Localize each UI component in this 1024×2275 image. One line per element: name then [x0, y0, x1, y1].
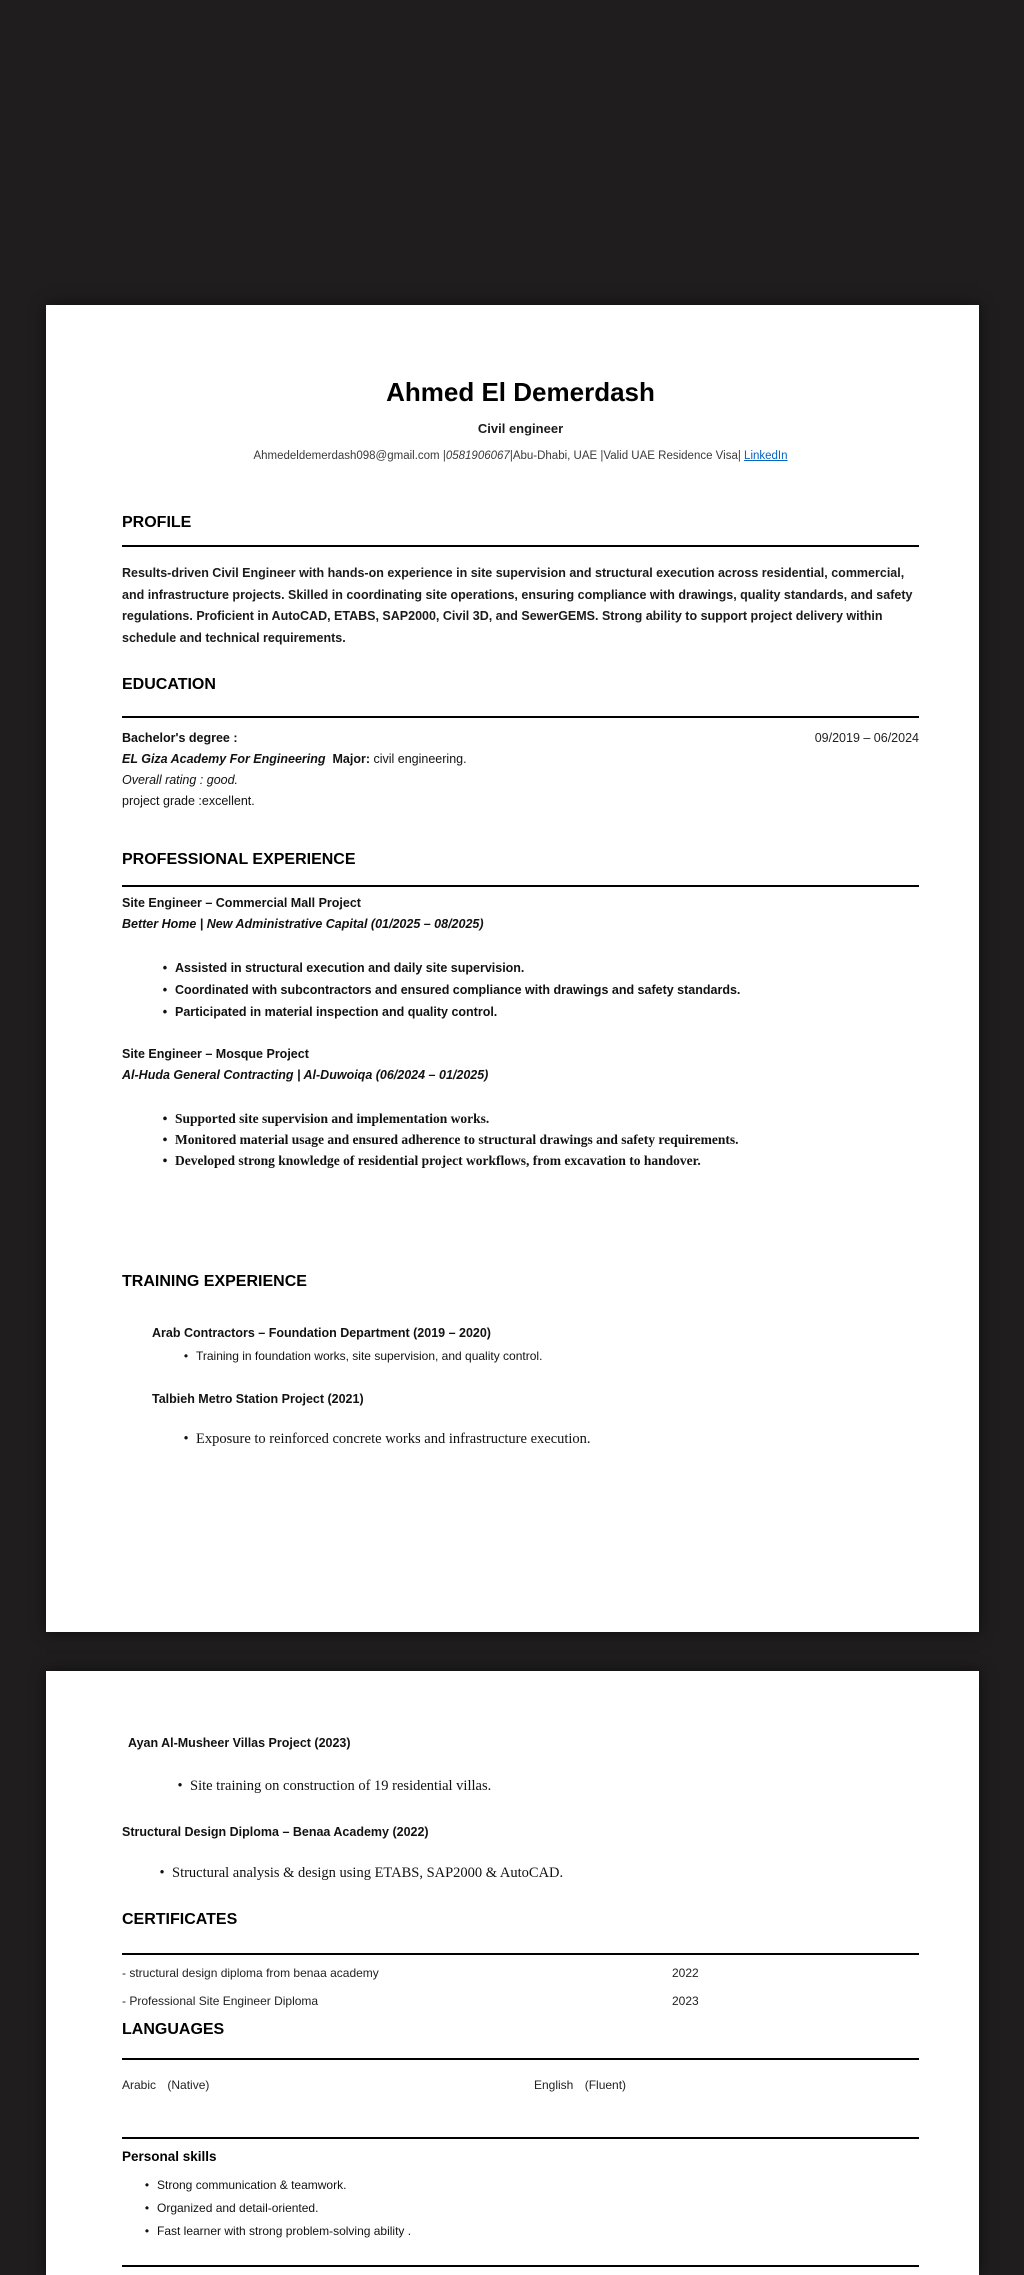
school-name: EL Giza Academy For Engineering — [122, 752, 326, 766]
bullet-icon: • — [162, 1005, 168, 1019]
list-item — [122, 979, 919, 1001]
major-value: civil engineering. — [373, 752, 467, 766]
list-item — [122, 2220, 919, 2243]
certificate-year: 2023 — [672, 1994, 699, 2008]
training-item-title: Structural Design Diploma – Benaa Academy (2022) — [122, 1825, 429, 1839]
list-item — [122, 1864, 919, 1883]
bullet-icon: • — [183, 1431, 189, 1447]
separator: | — [442, 450, 446, 462]
bullet-text: Exposure to reinforced concrete works and infrastructure execution. — [196, 1431, 591, 1447]
bullet-text: Structural analysis & design using ETABS, SAP2000 & AutoCAD. — [172, 1865, 564, 1881]
languages-row — [122, 2075, 919, 2095]
section-heading-languages: LANGUAGES — [122, 2021, 225, 2038]
section-heading-education: EDUCATION — [122, 676, 216, 693]
degree-dates: 09/2019 – 06/2024 — [814, 731, 919, 745]
training-item-bullets — [122, 1346, 919, 1367]
education-grade: project grade :excellent. — [122, 794, 255, 808]
section-heading-experience: PROFESSIONAL EXPERIENCE — [122, 851, 356, 868]
job-subtitle: Better Home | New Administrative Capital (01/2025 – 08/2025) — [122, 917, 484, 931]
separator: | — [600, 450, 604, 462]
resume-page-1 — [46, 305, 979, 1632]
training-item-bullets — [122, 1864, 919, 1883]
divider — [122, 716, 919, 718]
bullet-text: Developed strong knowledge of residential project workflows, from excavation to handover. — [175, 1153, 701, 1168]
language-name: Arabic — [122, 2078, 157, 2092]
bullet-text: Fast learner with strong problem-solving ability . — [157, 2224, 412, 2238]
section-heading-training: TRAINING EXPERIENCE — [122, 1273, 307, 1290]
list-item — [122, 1777, 919, 1796]
section-heading-personal-skills: Personal skills — [122, 2149, 217, 2164]
job-1 — [122, 893, 919, 1023]
profile-text: Results-driven Civil Engineer with hands-on experience in site supervision and structural execution across residential, commercial, and infrastructure projects. Skilled in coordinating site operations, ensuring compliance with drawings, quality standards, and safety regulations. Proficient in AutoCAD, ETABS, SAP2000, Civil 3D, and SewerGEMS. Strong ability to support project delivery within schedule and technical requirements. — [122, 566, 913, 645]
bullet-text: Assisted in structural execution and daily site supervision. — [175, 961, 525, 975]
skills-bullets — [122, 2174, 919, 2243]
bullet-icon: • — [159, 1865, 165, 1881]
bullet-text: Coordinated with subcontractors and ensured compliance with drawings and safety standards. — [175, 983, 741, 997]
contact-phone: 0581906067 — [445, 450, 510, 462]
candidate-title: Civil engineer — [477, 421, 564, 436]
job-subtitle: Al-Huda General Contracting | Al-Duwoiqa (06/2024 – 01/2025) — [122, 1068, 489, 1082]
list-item — [122, 2197, 919, 2220]
candidate-name: Ahmed El Demerdash — [386, 377, 655, 407]
contact-location: Abu-Dhabi, UAE — [512, 450, 601, 462]
bullet-icon: • — [162, 1132, 168, 1147]
bullet-text: Supported site supervision and implementation works. — [175, 1111, 490, 1126]
list-item — [122, 2174, 919, 2197]
certificate-name: - structural design diploma from benaa academy — [122, 1966, 379, 1980]
bullet-icon: • — [162, 1153, 168, 1168]
list-item — [122, 1001, 919, 1023]
training-item-bullets — [122, 1777, 919, 1796]
bullet-icon: • — [144, 2178, 150, 2192]
bullet-icon: • — [162, 983, 168, 997]
divider — [122, 2137, 919, 2139]
degree-label: Bachelor's degree : — [122, 731, 238, 745]
bullet-text: Participated in material inspection and quality control. — [175, 1005, 498, 1019]
training-item-bullets — [122, 1430, 919, 1449]
certificate-name: - Professional Site Engineer Diploma — [122, 1994, 319, 2008]
language-level: (Native) — [167, 2078, 210, 2092]
education-rating: Overall rating : good. — [122, 773, 239, 787]
bullet-icon: • — [162, 961, 168, 975]
bullet-icon: • — [144, 2224, 150, 2238]
divider — [122, 2265, 919, 2267]
list-item — [122, 1346, 592, 1367]
linkedin-link[interactable]: LinkedIn — [744, 450, 788, 462]
list-item — [122, 1430, 919, 1449]
training-item-title: Arab Contractors – Foundation Department (2019 – 2020) — [152, 1326, 491, 1340]
language-name: English — [534, 2078, 574, 2092]
language-item — [122, 2075, 534, 2095]
divider — [122, 2058, 919, 2060]
training-item-title: Talbieh Metro Station Project (2021) — [152, 1392, 364, 1406]
major-label: Major: — [332, 752, 370, 766]
section-heading-profile: PROFILE — [122, 514, 192, 531]
bullet-text: Organized and detail-oriented. — [157, 2201, 319, 2215]
certificate-year: 2022 — [672, 1966, 699, 1980]
bullet-text: Monitored material usage and ensured adherence to structural drawings and safety requirements. — [175, 1132, 739, 1147]
certificate-row — [122, 1963, 919, 1983]
section-heading-certificates: CERTIFICATES — [122, 1911, 238, 1928]
resume-page-2 — [46, 1671, 979, 2275]
bullet-text: Site training on construction of 19 residential villas. — [190, 1778, 492, 1794]
page-1-content — [46, 305, 979, 1449]
bullet-icon: • — [177, 1778, 183, 1794]
separator: | — [737, 450, 741, 462]
list-item — [122, 1129, 919, 1150]
job-1-bullets — [122, 957, 919, 1023]
job-title: Site Engineer – Mosque Project — [122, 1047, 309, 1061]
job-2-bullets — [122, 1108, 919, 1171]
bullet-text: Training in foundation works, site supervision, and quality control. — [196, 1349, 543, 1363]
list-item — [122, 957, 919, 979]
list-item — [122, 1108, 919, 1129]
education-degree-row — [122, 728, 919, 749]
contact-email: Ahmedeldemerdash098@gmail.com — [253, 450, 443, 462]
education-school-row — [122, 749, 919, 770]
separator: | — [509, 450, 513, 462]
contact-visa: Valid UAE Residence Visa — [603, 450, 738, 462]
language-level: (Fluent) — [584, 2078, 627, 2092]
bullet-text: Strong communication & teamwork. — [157, 2178, 347, 2192]
divider — [122, 885, 919, 887]
bullet-icon: • — [183, 1349, 189, 1363]
language-item — [534, 2075, 626, 2095]
page-2-content — [46, 1671, 979, 2267]
contact-line — [122, 449, 919, 463]
job-title: Site Engineer – Commercial Mall Project — [122, 896, 361, 910]
certificate-row — [122, 1991, 919, 2011]
training-item-title: Ayan Al-Musheer Villas Project (2023) — [128, 1736, 351, 1750]
bullet-icon: • — [144, 2201, 150, 2215]
divider — [122, 545, 919, 547]
job-2 — [122, 1044, 919, 1171]
bullet-icon: • — [162, 1111, 168, 1126]
list-item — [122, 1150, 919, 1171]
divider — [122, 1953, 919, 1955]
